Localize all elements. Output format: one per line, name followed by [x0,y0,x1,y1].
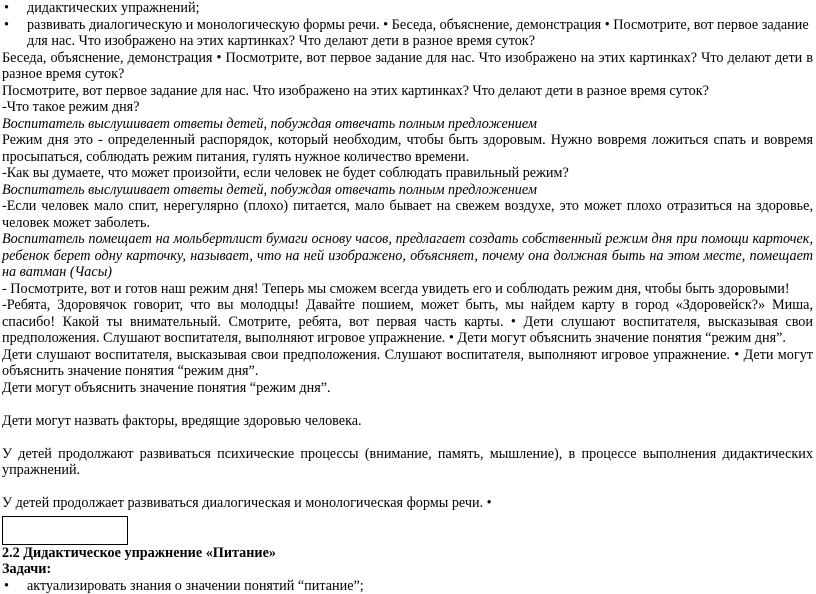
bullet-icon: • [2,578,27,594]
section-heading: 2.2 Дидактическое упражнение «Питание» [2,545,813,562]
empty-frame [2,516,128,545]
paragraph: Беседа, объяснение, демонстрация • Посмотрите, вот первое задание для нас. Что изображено на этих картинках? Что делают дети в разное время суток? [2,50,813,83]
paragraph: Дети слушают воспитателя, высказывая свои предположения. Слушают воспитателя, выполняют игровое упражнение. • Дети могут объяснить значение понятия “режим дня”. [2,347,813,380]
bullet-text: развивать диалогическую и монологическую формы речи. • Беседа, объяснение, демонстрация • Посмотрите, вот первое задание для нас. Что изображено на этих картинках? Что делают дети в разное время суток? [27,17,813,50]
spacer [2,479,813,496]
paragraph: Дети могут объяснить значение понятия “режим дня”. [2,380,813,397]
paragraph: Дети могут назвать факторы, вредящие здоровью человека. [2,413,813,430]
spacer [2,429,813,446]
paragraph: -Ребята, Здоровячок говорит, что вы молодцы! Давайте пошием, может быть, мы найдем карту в город «Здоровейск?» Миша, спасибо! Какой ты внимательный. Смотрите, ребята, вот первая часть карты. • Дети слушают воспитателя, высказывая свои предположения. Слушают воспитателя, выполняют игровое упражнение. • Дети могут объяснить значение понятия “режим дня”. [2,297,813,347]
empty-frame-row [2,512,813,545]
bullet-icon: • [2,0,27,17]
teacher-note: Воспитатель выслушивает ответы детей, побуждая отвечать полным предложением [2,116,813,133]
bullet-icon: • [2,17,27,50]
paragraph: Режим дня это - определенный распорядок, который необходим, чтобы быть здоровым. Нужно вовремя ложиться спать и вовремя просыпаться, соблюдать режим питания, гулять нужное количество времени. [2,132,813,165]
spacer [2,396,813,413]
question-line: -Что такое режим дня? [2,99,813,116]
paragraph: - Посмотрите, вот и готов наш режим дня! Теперь мы сможем всегда увидеть его и соблюдать режим дня, чтобы быть здоровыми! [2,281,813,298]
bullet-item [2,0,813,17]
teacher-note: Воспитатель выслушивает ответы детей, побуждая отвечать полным предложением [2,182,813,199]
paragraph: У детей продолжает развиваться диалогическая и монологическая формы речи. • [2,495,813,512]
bullet-item [2,17,813,50]
tasks-heading: Задачи: [2,561,813,578]
paragraph: -Если человек мало спит, нерегулярно (плохо) питается, мало бывает на свежем воздухе, это может плохо отразиться на здоровье, человек может заболеть. [2,198,813,231]
teacher-note: Воспитатель помещает на мольбертлист бумаги основу часов, предлагает создать собственный режим дня при помощи карточек, ребенок берет одну карточку, называет, что на ней изображено, объясняет, почему она должная быть на этом месте, помещает на ватман (Часы) [2,231,813,281]
paragraph: У детей продолжают развиваться психические процессы (внимание, память, мышление), в процессе выполнения дидактических упражнений. [2,446,813,479]
question-line: -Как вы думаете, что может произойти, если человек не будет соблюдать правильный режим? [2,165,813,182]
bullet-text: дидактических упражнений; [27,0,813,17]
bullet-text: актуализировать знания о значении понятий “питание”; [27,578,813,594]
bullet-item [2,578,813,594]
paragraph: Посмотрите, вот первое задание для нас. Что изображено на этих картинках? Что делают дети в разное время суток? [2,83,813,100]
